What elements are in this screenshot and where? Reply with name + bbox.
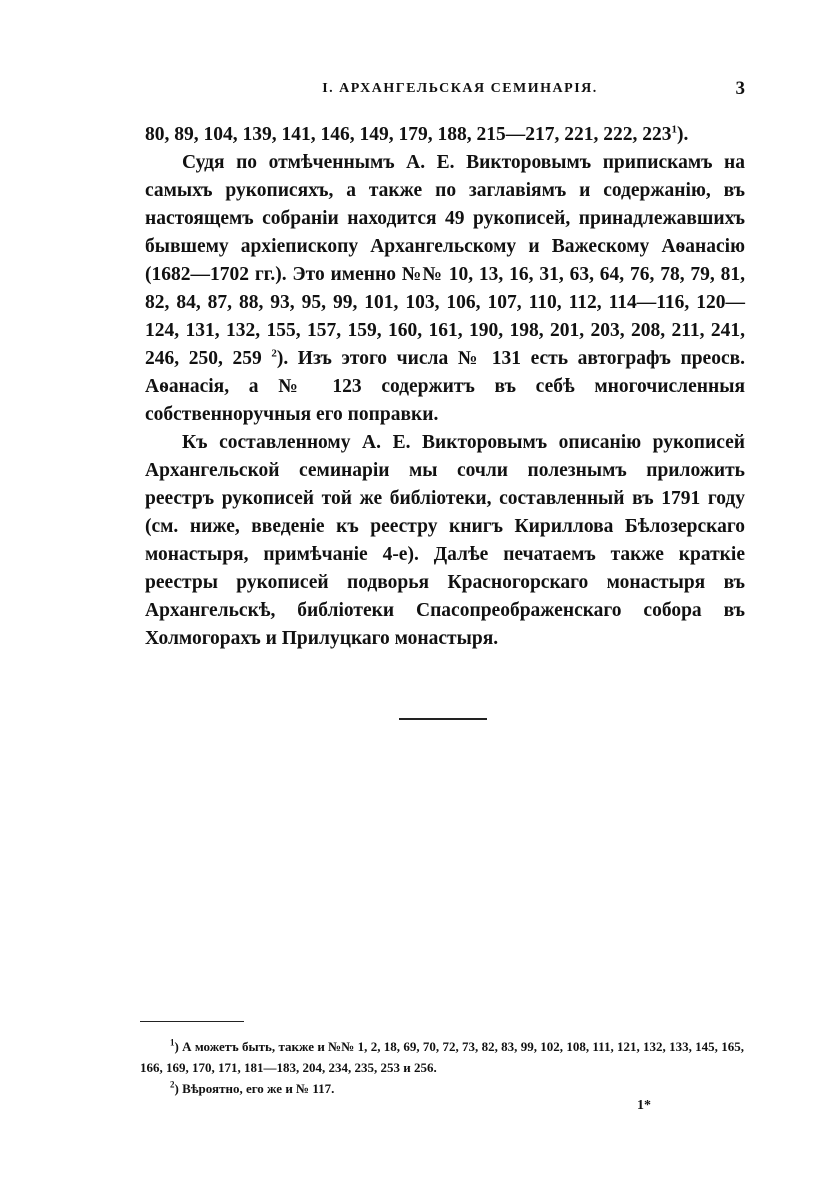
page-number: 3: [735, 78, 745, 99]
paragraph-athanasius-text-a: Судя по отмѣченнымъ А. Е. Викторовымъ припискамъ на самыхъ рукописяхъ, а также по заглавіямъ и содержанію, въ настоящемъ собраніи находится 49 рукописей, принадлежавшихъ бывшему архіепископу Архангельскому и Важескому Аѳанасію (1682—1702 гг.). Это именно №№ 10, 13, 16, 31, 63, 64, 76, 78, 79, 81, 82, 84, 87, 88, 93, 95, 99, 101, 103, 106, 107, 110, 112, 114—116, 120—124, 131, 132, 155, 157, 159, 160, 161, 190, 198, 201, 203, 208, 211, 241, 246, 250, 259: [145, 152, 745, 369]
printer-signature-mark: 1*: [637, 1098, 651, 1113]
paragraph-athanasius-text-b: ). Изъ этого числа № 131 есть автографъ преосв. Аѳанасія, а № 123 содержитъ въ себѣ многочисленныя собственноручныя его поправки.: [145, 348, 746, 425]
page-header: [145, 78, 745, 102]
footnote-2-text: ) Вѣроятно, его же и № 117.: [174, 1081, 335, 1096]
main-text: [145, 121, 745, 653]
footnote-mark-2: 2: [170, 1079, 175, 1090]
footnote-separator-rule: [140, 1021, 244, 1022]
continuation-end: ).: [677, 124, 689, 145]
continuation-paragraph: [145, 121, 745, 149]
footnote-ref-1: 1: [671, 123, 677, 136]
running-head: I. АРХАНГЕЛЬСКАЯ СЕМИНАРІЯ.: [322, 81, 598, 96]
footnote-1: [140, 1036, 744, 1078]
footnote-1-text: ) А можетъ быть, также и №№ 1, 2, 18, 69, 70, 72, 73, 82, 83, 99, 102, 108, 111, 121, 132, 133, 145, 165, 166, 169, 170, 171, 181—183, 204, 234, 235, 253 и 256.: [140, 1039, 744, 1075]
footnote-2: [140, 1078, 744, 1099]
paragraph-registers: Къ составленному А. Е. Викторовымъ описанію рукописей Архангельской семинаріи мы сочли полезнымъ приложить реестръ рукописей той же библіотеки, составленный въ 1791 году (см. ниже, введеніе къ реестру книгъ Кириллова Бѣлозерскаго монастыря, примѣчаніе 4-е). Далѣе печатаемъ также краткіе реестры рукописей подворья Красногорскаго монастыря въ Архангельскѣ, библіотеки Спасопреображенскаго собора въ Холмогорахъ и Прилуцкаго монастыря.: [145, 432, 745, 649]
paragraph-athanasius: [145, 149, 745, 429]
continuation-text: 80, 89, 104, 139, 141, 146, 149, 179, 188, 215—217, 221, 222, 223: [145, 124, 672, 145]
section-separator-rule: [399, 718, 487, 720]
footnotes: [140, 1036, 744, 1099]
footnote-mark-1: 1: [170, 1037, 175, 1048]
footnote-ref-2: 2: [271, 347, 277, 360]
